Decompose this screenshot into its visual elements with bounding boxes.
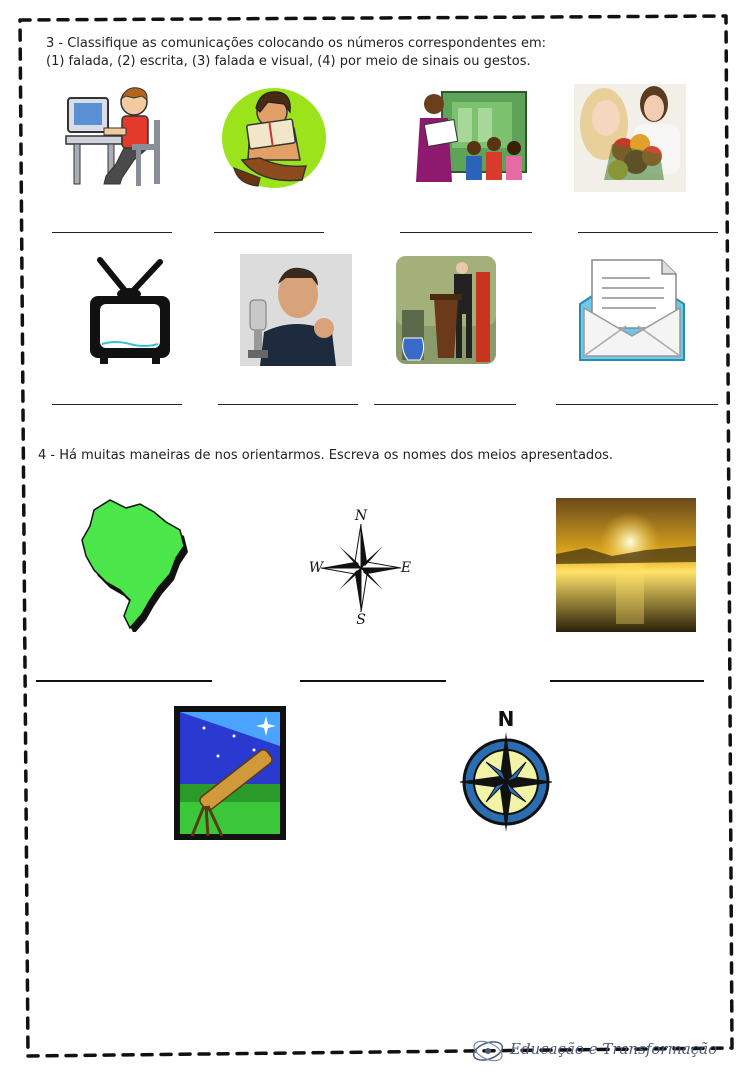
compass-n-label: N: [497, 707, 515, 731]
telescope-icon: [174, 706, 286, 840]
answer-line[interactable]: [400, 232, 532, 233]
answer-line[interactable]: [374, 404, 516, 405]
sunrise-photo-icon: [556, 498, 696, 632]
answer-line[interactable]: [550, 680, 704, 682]
computer-boy-icon: [64, 84, 164, 192]
answer-line[interactable]: [36, 680, 212, 682]
television-icon: [86, 256, 174, 366]
answer-line[interactable]: [300, 680, 446, 682]
brand-logo-icon: [470, 1038, 506, 1064]
question-3-line-2: (1) falada, (2) escrita, (3) falada e visual, (4) por meio de sinais ou gestos.: [46, 54, 531, 69]
compass-north-label: N: [354, 508, 368, 524]
mother-daughter-flowers-icon: [574, 84, 686, 192]
answer-line[interactable]: [214, 232, 324, 233]
speaker-podium-icon: [396, 256, 496, 364]
answer-line[interactable]: [218, 404, 358, 405]
reading-girl-icon: [220, 84, 328, 192]
answer-line[interactable]: [52, 232, 172, 233]
brazil-map-icon: [80, 496, 188, 632]
compass-east-label: E: [400, 560, 412, 576]
compass-south-label: S: [356, 612, 366, 628]
trophy-man-icon: [240, 254, 352, 366]
footer-brand: [470, 1036, 720, 1066]
wind-rose-icon: [306, 504, 416, 628]
question-3-instruction: [46, 35, 546, 71]
answer-line[interactable]: [556, 404, 718, 405]
question-3-line-1: 3 - Classifique as comunicações colocando os números correspondentes em:: [46, 36, 546, 51]
envelope-letter-icon: [576, 256, 688, 364]
footer-brand-text: Educação e Transformação: [510, 1040, 718, 1058]
teacher-presentation-icon: [416, 86, 528, 186]
question-4-instruction: 4 - Há muitas maneiras de nos orientarmos. Escreva os nomes dos meios apresentados.: [38, 448, 614, 463]
compass-icon: [460, 704, 552, 840]
answer-line[interactable]: [578, 232, 718, 233]
compass-west-label: W: [308, 560, 324, 576]
answer-line[interactable]: [52, 404, 182, 405]
